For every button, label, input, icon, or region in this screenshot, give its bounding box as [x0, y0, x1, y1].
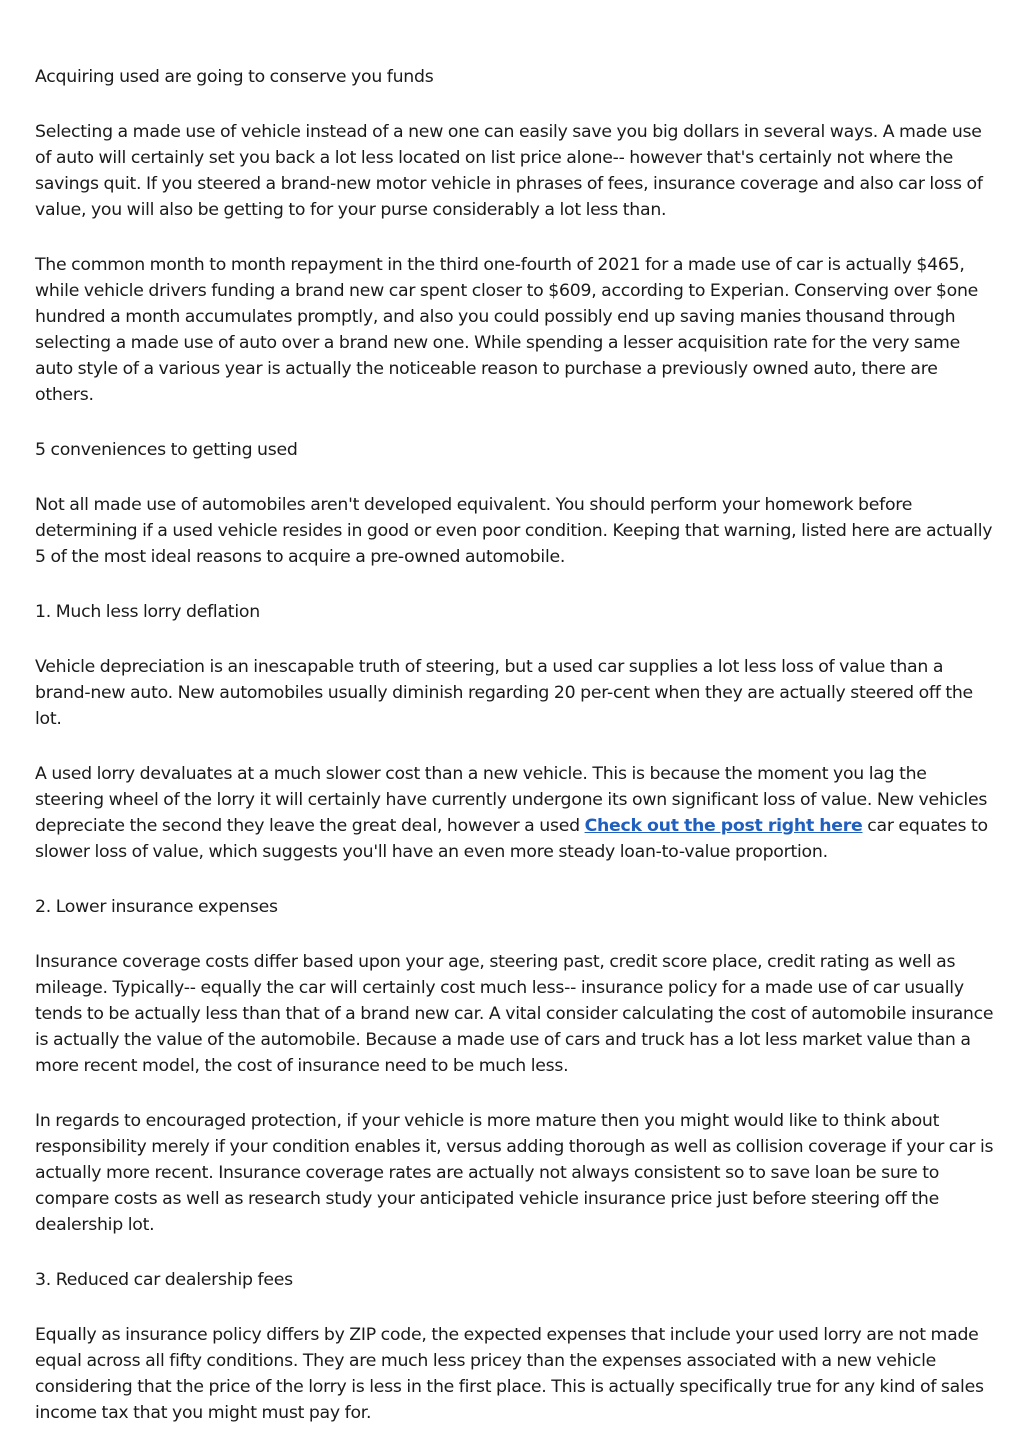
- paragraph-devaluation-start: A used lorry devaluates at a much slower cost than a new vehicle. This is because the moment you lag the steering wheel of the lorry it will certainly have currently undergone its own significant loss of value. New vehicles depreciate the second they leave the great deal, however a used: [35, 764, 988, 836]
- paragraph-savings: Selecting a made use of vehicle instead of a new one can easily save you big dollars in several ways. A made use of auto will certainly set you back a lot less located on list price alone-- however that's certainly not where the savings quit. If you steered a brand-new motor vehicle in phrases of fees, insurance coverage and also car loss of value, you will also be getting to for your purse considerably a lot less than.: [35, 122, 983, 220]
- paragraph-monthly-payment: The common month to month repayment in the third one-fourth of 2021 for a made use of car is actually $465, while vehicle drivers funding a brand new car spent closer to $609, according to Experian. Conserving over $one hundred a month accumulates promptly, and also you could possibly end up saving manies thousand through selecting a made use of auto over a brand new one. While spending a lesser acquisition rate for the very same auto style of a various year is actually the noticeable reason to purchase a previously owned auto, there are others.: [35, 255, 979, 405]
- section-heading-insurance: 2. Lower insurance expenses: [35, 897, 278, 917]
- paragraph-homework: Not all made use of automobiles aren't developed equivalent. You should perform your homework before determining if a used vehicle resides in good or even poor condition. Keeping that warning, listed here are actually 5 of the most ideal reasons to acquire a pre-owned automobile.: [35, 495, 993, 567]
- section-heading-conveniences: 5 conveniences to getting used: [35, 440, 298, 460]
- paragraph-insurance-costs: Insurance coverage costs differ based upon your age, steering past, credit score place, credit rating as well as mileage. Typically-- equally the car will certainly cost much less-- insurance policy for a made use of car usually tends to be actually less than that of a brand new car. A vital consider calculating the cost of automobile insurance is actually the value of the automobile. Because a made use of cars and truck has a lot less market value than a more recent model, the cost of insurance need to be much less.: [35, 952, 994, 1076]
- section-heading-dealership-fees: 3. Reduced car dealership fees: [35, 1270, 293, 1290]
- document-body: [35, 64, 995, 1455]
- paragraph-devaluation-end: car equates to slower loss of value, which suggests you'll have an even more steady loan-to-value proportion.: [35, 816, 988, 862]
- paragraph-devaluation: [35, 761, 995, 865]
- section-heading-deflation: 1. Much less lorry deflation: [35, 602, 260, 622]
- paragraph-zip-code: Equally as insurance policy differs by ZIP code, the expected expenses that include your used lorry are not made equal across all fifty conditions. They are much less pricey than the expenses associated with a new vehicle considering that the price of the lorry is less in the first place. This is actually specifically true for any kind of sales income tax that you might must pay for.: [35, 1325, 984, 1423]
- check-out-post-link[interactable]: Check out the post right here: [584, 816, 863, 836]
- paragraph-depreciation: Vehicle depreciation is an inescapable truth of steering, but a used car supplies a lot less loss of value than a brand-new auto. New automobiles usually diminish regarding 20 per-cent when they are actually steered off the lot.: [35, 657, 973, 729]
- paragraph-protection: In regards to encouraged protection, if your vehicle is more mature then you might would like to think about responsibility merely if your condition enables it, versus adding thorough as well as collision coverage if your car is actually more recent. Insurance coverage rates are actually not always consistent so to save loan be sure to compare costs as well as research study your anticipated vehicle insurance price just before steering off the dealership lot.: [35, 1111, 994, 1235]
- intro-heading: Acquiring used are going to conserve you funds: [35, 67, 434, 87]
